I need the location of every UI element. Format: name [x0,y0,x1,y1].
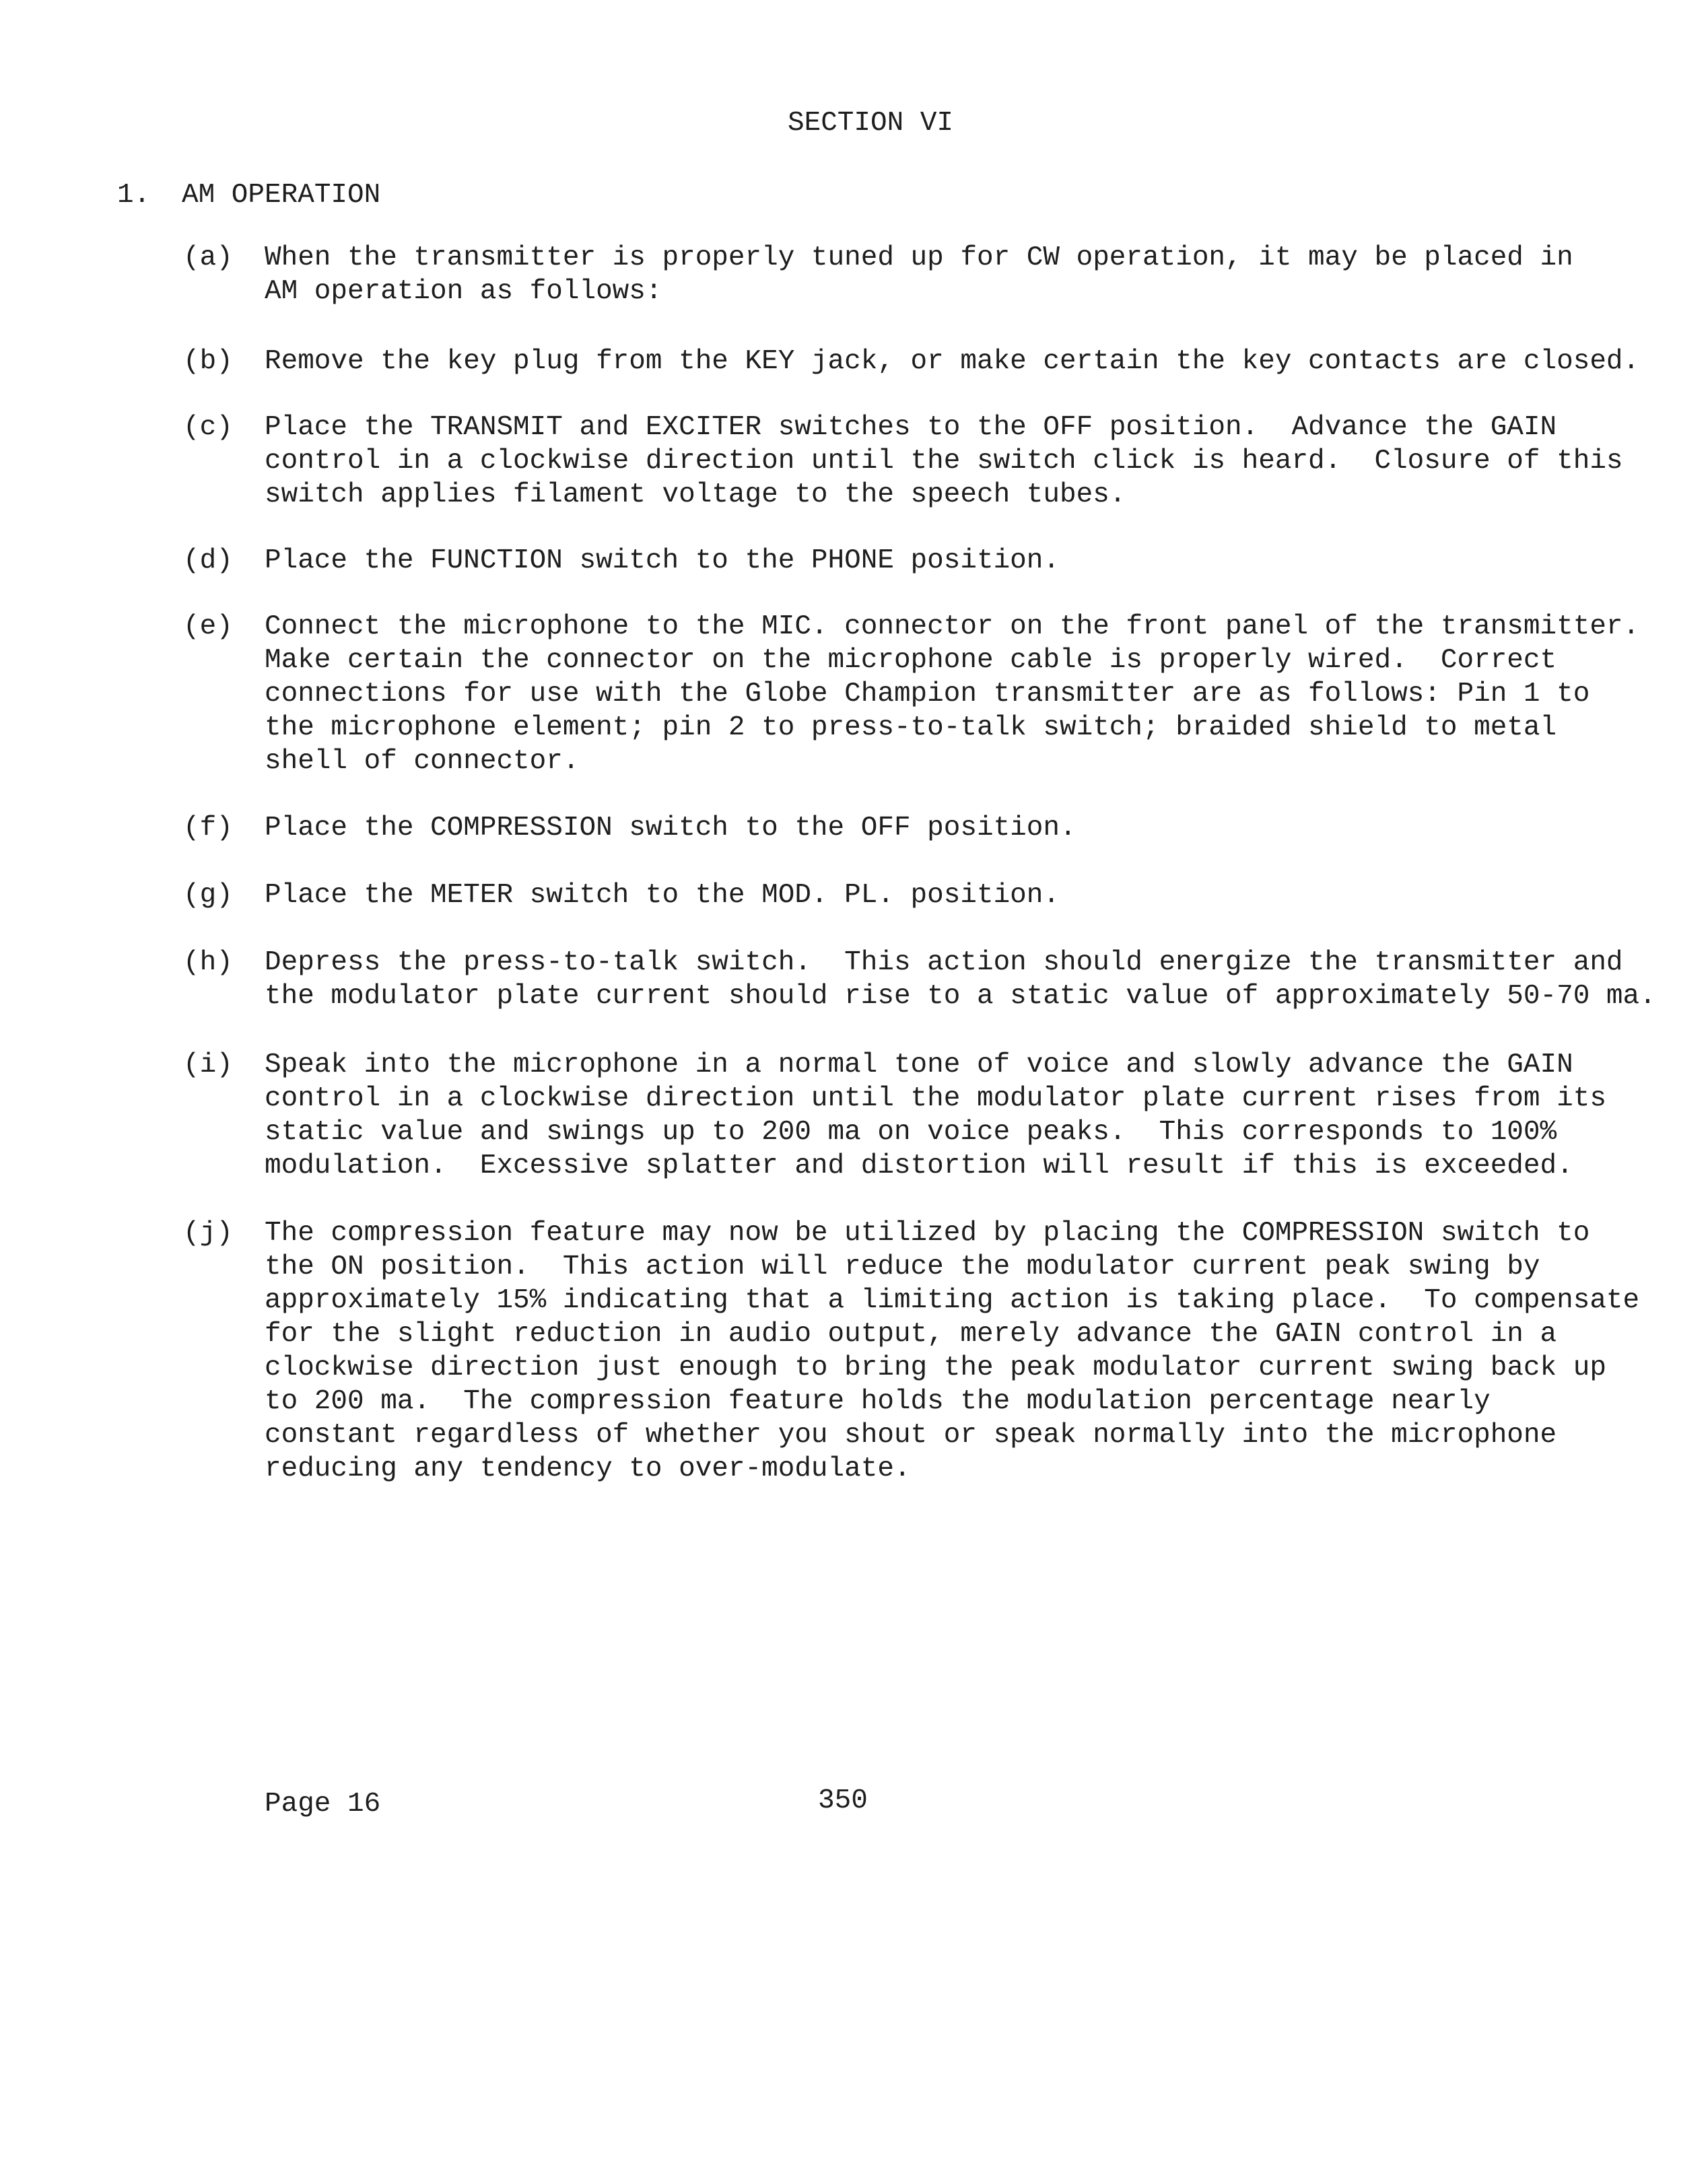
text-line: the microphone element; pin 2 to press-to-talk switch; braided shield to metal [265,712,1557,743]
text-line: Connect the microphone to the MIC. connector on the front panel of the transmitter. [265,611,1640,642]
text-line: switch applies filament voltage to the speech tubes. [265,479,1126,510]
text-line: When the transmitter is properly tuned up for CW operation, it may be placed in [265,242,1573,273]
text-line: constant regardless of whether you shout or speak normally into the microphone [265,1420,1557,1451]
item-label: (d) [183,545,233,576]
item-text [265,241,1573,308]
item-label: (g) [183,880,233,911]
page-number: Page 16 [265,1789,381,1820]
text-line: for the slight reduction in audio output, merely advance the GAIN control in a [265,1319,1557,1350]
text-line: control in a clockwise direction until the switch click is heard. Closure of this [265,446,1623,477]
text-line: Place the COMPRESSION switch to the OFF position. [265,813,1077,843]
item-label: (c) [183,412,233,443]
text-line: Place the FUNCTION switch to the PHONE position. [265,545,1060,576]
item-text [265,411,1623,512]
heading-number: 1. [117,180,151,211]
item-label: (h) [183,947,233,978]
text-line: Speak into the microphone in a normal tone of voice and slowly advance the GAIN [265,1049,1573,1080]
item-label: (a) [183,242,233,273]
item-text [265,1216,1639,1486]
text-line: reducing any tendency to over-modulate. [265,1453,911,1484]
text-line: the ON position. This action will reduce the modulator current peak swing by [265,1251,1540,1282]
item-text [265,544,1060,578]
text-line: approximately 15% indicating that a limiting action is taking place. To compensate [265,1285,1640,1316]
item-text [265,345,1639,378]
text-line: Remove the key plug from the KEY jack, or make certain the key contacts are closed. [265,346,1640,377]
text-line: modulation. Excessive splatter and distortion will result if this is exceeded. [265,1150,1573,1181]
item-text [265,811,1077,845]
text-line: to 200 ma. The compression feature holds the modulation percentage nearly [265,1386,1491,1417]
text-line: The compression feature may now be utilized by placing the COMPRESSION switch to [265,1218,1590,1249]
item-label: (j) [183,1218,233,1249]
text-line: the modulator plate current should rise to a static value of approximately 50-70 ma. [265,981,1656,1012]
model-number: 350 [818,1785,868,1816]
text-line: AM operation as follows: [265,276,662,307]
text-line: Depress the press-to-talk switch. This action should energize the transmitter and [265,947,1623,978]
item-label: (b) [183,346,233,377]
section-title: SECTION VI [788,108,954,139]
heading-title: AM OPERATION [182,180,381,211]
item-text [265,1048,1606,1183]
item-text [265,946,1656,1013]
text-line: Make certain the connector on the microphone cable is properly wired. Correct [265,645,1557,676]
text-line: clockwise direction just enough to bring the peak modulator current swing back up [265,1352,1606,1383]
text-line: shell of connector. [265,746,580,777]
item-text [265,878,1060,912]
text-line: connections for use with the Globe Champion transmitter are as follows: Pin 1 to [265,679,1590,710]
item-text [265,610,1639,778]
text-line: Place the TRANSMIT and EXCITER switches to the OFF position. Advance the GAIN [265,412,1557,443]
item-label: (e) [183,611,233,642]
item-label: (f) [183,813,233,843]
text-line: control in a clockwise direction until the modulator plate current rises from its [265,1083,1606,1114]
text-line: Place the METER switch to the MOD. PL. position. [265,880,1060,911]
item-label: (i) [183,1049,233,1080]
text-line: static value and swings up to 200 ma on voice peaks. This corresponds to 100% [265,1117,1557,1148]
